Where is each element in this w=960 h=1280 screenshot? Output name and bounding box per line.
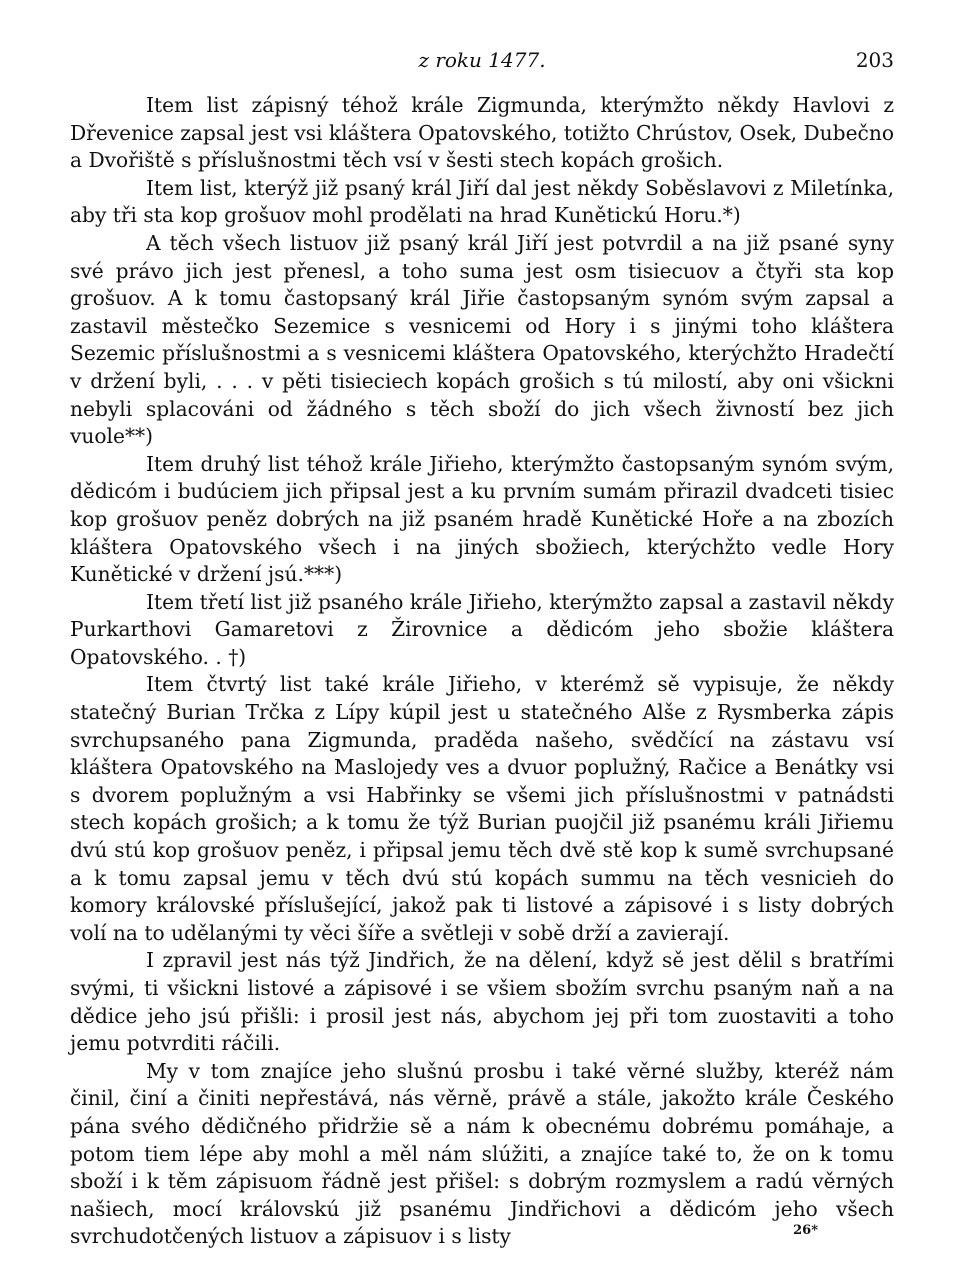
paragraph: Item třetí list již psaného krále Jiřieho, kterýmžto zapsal a zastavil někdy Purkarthovi Gamaretovi z Žirovnice a dědicóm jeho sbožie kláštera Opatovského. . †) xyxy=(70,589,894,669)
signature-mark: 26* xyxy=(793,1223,818,1238)
running-title: z roku 1477. xyxy=(418,48,546,72)
document-page xyxy=(70,48,894,1249)
paragraph: My v tom znajíce jeho slušnú prosbu i také věrné služby, kteréž nám činil, činí a činiti nepřestává, nás věrně, právě a stále, jakožto krále Českého pána svého dědičného přidržie sě a nám k obecnému dobrému pomáhaje, a potom tiem lépe aby mohl a měl nám slúžiti, a znajíce také to, že on k tomu sboží i k těm zápisuom řádně jest přišel: s dobrým rozmyslem a radú věrných našiech, mocí královskú již psanému Jindřichovi a dědicóm jeho všech svrchudotčených listuov a zápisuov i s listy xyxy=(70,1058,894,1249)
paragraph: A těch všech listuov již psaný král Jiří jest potvrdil a na již psané syny své právo jich jest přenesl, a toho suma jest osm tisiecuov a čtyři sta kop grošuov. A k tomu častopsaný král Jiřie častopsaným synóm svým zapsal a zastavil městečko Sezemice s vesnicemi od Hory i s jinými toho kláštera Sezemic příslušnostmi a s vesnicemi kláštera Opatovského, kterýchžto Hradečtí v držení byli, . . . v pěti tisieciech kopách grošich s tú milostí, aby oni všickni nebyli splacováni od žádného s těch sboží do jich všech živností bez jich vuole**) xyxy=(70,230,894,449)
paragraph: Item list zápisný téhož krále Zigmunda, kterýmžto někdy Havlovi z Dřevenice zapsal jest vsi kláštera Opatovského, totižto Chrústov, Osek, Dubečno a Dvořiště s příslušnostmi těch vsí v šesti stech kopách grošich. xyxy=(70,93,894,173)
running-head xyxy=(70,48,894,82)
body-text xyxy=(70,92,894,1251)
paragraph: I zpravil jest nás týž Jindřich, že na dělení, když sě jest dělil s bratřími svými, ti všickni listové a zápisové i se všiem sbožím svrchu psaným naň a na dědice jeho jsú přišli: i prosil jest nás, abychom jej při tom zuostaviti a toho jemu potvrditi ráčili. xyxy=(70,948,894,1056)
paragraph: Item list, kterýž již psaný král Jiří dal jest někdy Soběslavovi z Miletínka, aby tři sta kop grošuov mohl prodělati na hrad Kunětickú Horu.*) xyxy=(70,175,894,228)
paragraph: Item čtvrtý list také krále Jiřieho, v kterémž sě vypisuje, že někdy statečný Burian Trčka z Lípy kúpil jest u statečného Alše z Rysmberka zápis svrchupsaného pana Zigmunda, praděda našeho, svědčící na zástavu vsí kláštera Opatovského na Maslojedy ves a dvuor poplužný, Račice a Benátky vsi s dvorem poplužným a vsi Habřinky se všemi jich příslušnostmi v patnádsti stech kopách grošich; a k tomu že týž Burian puojčil již psanému králi Jiřiemu dvú stú kop grošuov peněz, i připsal jemu těch dvě stě kop k sumě svrchupsané a k tomu zapsal jemu v těch dvú stú kopách summu na těch vesnicieh do komory královské příslušející, jakož pak ti listové a zápisové i s listy dobrých volí na to udělanými ty věci šíře a světleji v sobě drží a zavierají. xyxy=(70,672,894,945)
page-number: 203 xyxy=(855,48,894,72)
paragraph: Item druhý list téhož krále Jiřieho, kterýmžto častopsaným synóm svým, dědicóm i budúciem jich připsal jest a ku prvním sumám přirazil dvadceti tisiec kop grošuov peněz dobrých na již psaném hradě Kunětické Hoře a na zbozích kláštera Opatovského všech i na jiných sbožiech, kterýchžto vedle Hory Kunětické v držení jsú.***) xyxy=(70,451,894,587)
